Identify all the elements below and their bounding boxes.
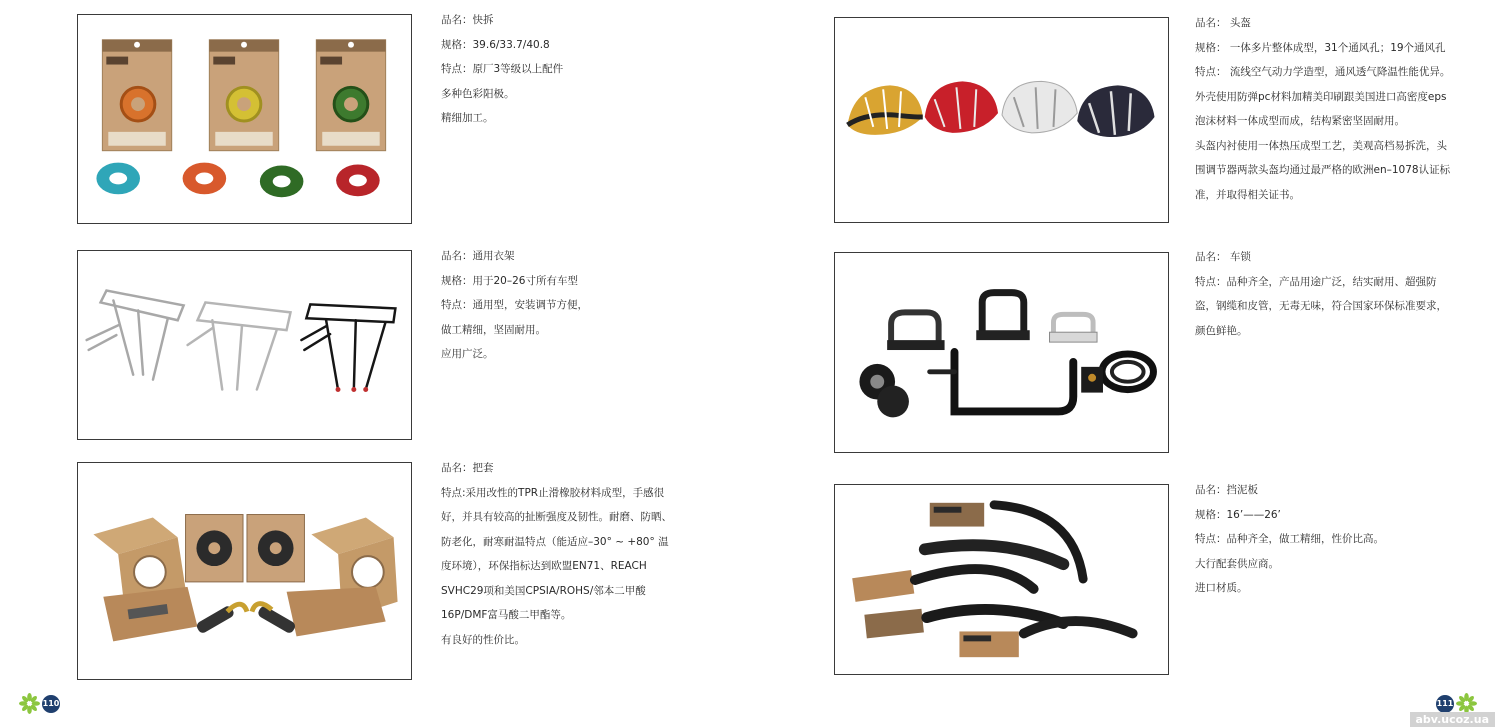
product-feature-line: 泡沫材料一体成型而成，结构紧密坚固耐用。 xyxy=(1195,115,1405,127)
product-feature-line: 精细加工。 xyxy=(441,112,494,124)
bike-lock-description xyxy=(1195,245,1447,343)
rear-rack-description xyxy=(441,244,588,367)
product-feature-line: 大行配套供应商。 xyxy=(1195,557,1279,570)
rear-rack-photo xyxy=(77,250,412,440)
product-feature: 特点:采用改性的TPR止滑橡胶材料成型，手感很 xyxy=(441,486,665,499)
product-feature-line: 颜色鲜艳。 xyxy=(1195,324,1248,337)
quick-release-photo xyxy=(77,14,412,224)
product-name: 品名：通用衣架 xyxy=(441,250,515,262)
page-number-badge: 111 xyxy=(1436,695,1454,713)
product-spec: 规格：16’——26’ xyxy=(1195,508,1281,521)
site-watermark: abv.ucoz.ua xyxy=(1410,712,1496,727)
product-feature-line: SVHC29项和美国CPSIA/ROHS/邻本二甲酸 xyxy=(441,584,646,597)
product-feature-line: 防老化，耐寒耐温特点（能适应–30° ~ +80° 温 xyxy=(441,535,669,548)
product-feature-line: 外壳使用防弹pc材料加精美印刷跟美国进口高密度eps xyxy=(1195,90,1447,103)
product-feature-line: 多种色彩阳极。 xyxy=(441,87,515,100)
product-feature: 特点：品种齐全，做工精细，性价比高。 xyxy=(1195,533,1384,545)
handlebar-grip-photo xyxy=(77,462,412,680)
product-feature-line: 盗，钢缆和皮管，无毒无味，符合国家环保标准要求， xyxy=(1195,300,1447,312)
product-spec: 规格：39.6/33.7/40.8 xyxy=(441,38,550,51)
product-spec: 规格： 一体多片整体成型，31个通风孔；19个通风孔 xyxy=(1195,41,1446,54)
handlebar-grip-description xyxy=(441,456,672,652)
product-feature: 特点： 流线空气动力学造型，通风透气降温性能优异。 xyxy=(1195,66,1451,78)
quick-release-description xyxy=(441,8,563,131)
product-feature: 特点：原厂3等级以上配件 xyxy=(441,63,564,75)
product-feature-line: 准，并取得相关证书。 xyxy=(1195,188,1300,201)
product-name: 品名： 头盔 xyxy=(1195,17,1251,29)
product-feature-line: 有良好的性价比。 xyxy=(441,633,525,646)
product-name: 品名：把套 xyxy=(441,462,494,474)
product-feature: 特点：品种齐全，产品用途广泛，结实耐用、超强防 xyxy=(1195,275,1437,288)
product-spec: 规格：用于20–26寸所有车型 xyxy=(441,274,578,287)
product-feature-line: 头盔内衬使用一体热压成型工艺，美观高档易拆洗，头 xyxy=(1195,139,1447,152)
product-name: 品名：快拆 xyxy=(441,14,494,26)
mudguard-description xyxy=(1195,478,1384,601)
product-name: 品名： 车锁 xyxy=(1195,251,1251,263)
helmet-description xyxy=(1195,11,1450,207)
product-feature-line: 好，并具有较高的扯断强度及韧性。耐磨、防晒、 xyxy=(441,511,672,523)
product-feature: 特点：通用型，安装调节方便， xyxy=(441,299,588,311)
product-feature-line: 进口材质。 xyxy=(1195,582,1248,594)
product-feature-line: 应用广泛。 xyxy=(441,348,494,360)
product-feature-line: 度环境），环保指标达到欧盟EN71、REACH xyxy=(441,560,647,572)
product-feature-line: 围调节器两款头盔均通过最严格的欧洲en–1078认证标 xyxy=(1195,164,1451,176)
flower-logo-icon xyxy=(19,693,40,714)
bike-lock-photo xyxy=(834,252,1169,453)
page-number-badge: 110 xyxy=(42,695,60,713)
product-feature-line: 16P/DMF富马酸二甲酯等。 xyxy=(441,609,572,621)
flower-logo-icon xyxy=(1456,693,1477,714)
product-feature-line: 做工精细，坚固耐用。 xyxy=(441,323,546,336)
helmet-photo xyxy=(834,17,1169,223)
product-name: 品名：挡泥板 xyxy=(1195,484,1258,496)
mudguard-photo xyxy=(834,484,1169,675)
